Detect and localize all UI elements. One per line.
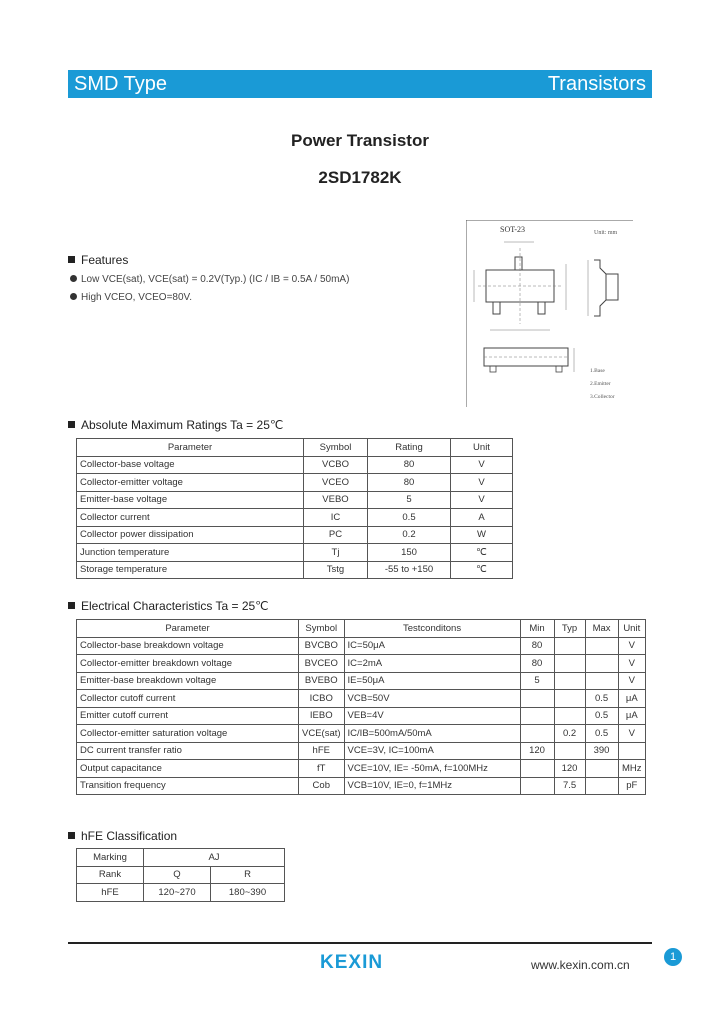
table-row bbox=[77, 544, 513, 562]
cell: V bbox=[618, 637, 645, 655]
hfe-heading: hFE Classification bbox=[68, 829, 177, 843]
bullet-dot-icon bbox=[70, 275, 77, 282]
cell: IEBO bbox=[299, 707, 345, 725]
table-row bbox=[77, 849, 285, 867]
cell: V bbox=[451, 456, 513, 474]
cell bbox=[554, 655, 585, 673]
column-header: Min bbox=[520, 620, 554, 638]
pin-label-3: 3.Collector bbox=[590, 394, 615, 400]
cell: 0.5 bbox=[585, 725, 618, 743]
table-row bbox=[77, 456, 513, 474]
cell: VCE=10V, IE= -50mA, f=100MHz bbox=[344, 760, 520, 778]
column-header: Symbol bbox=[299, 620, 345, 638]
cell bbox=[520, 777, 554, 795]
cell bbox=[585, 655, 618, 673]
column-header: Unit bbox=[451, 439, 513, 457]
table-row bbox=[77, 760, 646, 778]
cell: Collector power dissipation bbox=[77, 526, 304, 544]
cell: Junction temperature bbox=[77, 544, 304, 562]
table-row bbox=[77, 672, 646, 690]
cell: 390 bbox=[585, 742, 618, 760]
cell: Collector cutoff current bbox=[77, 690, 299, 708]
cell: R bbox=[211, 866, 285, 884]
cell bbox=[554, 637, 585, 655]
table-header-row bbox=[77, 439, 513, 457]
cell bbox=[585, 777, 618, 795]
header-category: SMD Type bbox=[74, 73, 167, 95]
cell: Storage temperature bbox=[77, 561, 304, 579]
cell: ℃ bbox=[451, 544, 513, 562]
cell: VCE(sat) bbox=[299, 725, 345, 743]
table-row bbox=[77, 561, 513, 579]
header-type: Transistors bbox=[547, 73, 646, 95]
bullet-square-icon bbox=[68, 421, 75, 428]
cell: 120~270 bbox=[144, 884, 211, 902]
bullet-dot-icon bbox=[70, 293, 77, 300]
cell: Tstg bbox=[304, 561, 368, 579]
cell: 180~390 bbox=[211, 884, 285, 902]
cell: hFE bbox=[299, 742, 345, 760]
table-row bbox=[77, 707, 646, 725]
cell bbox=[554, 742, 585, 760]
table-row bbox=[77, 690, 646, 708]
cell: IC=2mA bbox=[344, 655, 520, 673]
cell bbox=[520, 760, 554, 778]
cell: V bbox=[618, 725, 645, 743]
cell: VCE=3V, IC=100mA bbox=[344, 742, 520, 760]
cell: V bbox=[451, 474, 513, 492]
cell: VCBO bbox=[304, 456, 368, 474]
cell: V bbox=[618, 655, 645, 673]
footer-divider bbox=[68, 942, 652, 944]
part-number: 2SD1782K bbox=[318, 168, 402, 187]
document-title: Power Transistor bbox=[291, 131, 429, 150]
package-unit: Unit: mm bbox=[594, 230, 618, 236]
cell: 7.5 bbox=[554, 777, 585, 795]
column-header: Max bbox=[585, 620, 618, 638]
table-row bbox=[77, 655, 646, 673]
cell: ICBO bbox=[299, 690, 345, 708]
cell: Emitter-base breakdown voltage bbox=[77, 672, 299, 690]
cell: Rank bbox=[77, 866, 144, 884]
column-header: Parameter bbox=[77, 439, 304, 457]
table-row bbox=[77, 526, 513, 544]
package-name: SOT-23 bbox=[500, 225, 526, 234]
cell: Collector current bbox=[77, 509, 304, 527]
feature-item: High VCEO, VCEO=80V. bbox=[70, 292, 192, 303]
cell: 120 bbox=[554, 760, 585, 778]
cell: hFE bbox=[77, 884, 144, 902]
cell: V bbox=[451, 491, 513, 509]
table-header-row bbox=[77, 620, 646, 638]
table-row bbox=[77, 474, 513, 492]
cell: μA bbox=[618, 707, 645, 725]
cell: 150 bbox=[368, 544, 451, 562]
cell: Collector-emitter breakdown voltage bbox=[77, 655, 299, 673]
cell bbox=[554, 707, 585, 725]
table-row bbox=[77, 777, 646, 795]
cell: 5 bbox=[520, 672, 554, 690]
cell: 0.5 bbox=[585, 690, 618, 708]
cell: 80 bbox=[368, 456, 451, 474]
page-number: 1 bbox=[664, 948, 682, 966]
cell: BVEBO bbox=[299, 672, 345, 690]
bullet-square-icon bbox=[68, 256, 75, 263]
cell bbox=[585, 672, 618, 690]
table-row bbox=[77, 491, 513, 509]
cell: Tj bbox=[304, 544, 368, 562]
cell: Collector-base breakdown voltage bbox=[77, 637, 299, 655]
cell: fT bbox=[299, 760, 345, 778]
cell: -55 to +150 bbox=[368, 561, 451, 579]
cell: 80 bbox=[520, 637, 554, 655]
cell: pF bbox=[618, 777, 645, 795]
cell: BVCBO bbox=[299, 637, 345, 655]
cell: 0.2 bbox=[554, 725, 585, 743]
abs-max-table bbox=[76, 438, 513, 579]
cell: AJ bbox=[144, 849, 285, 867]
table-row bbox=[77, 866, 285, 884]
cell: IE=50μA bbox=[344, 672, 520, 690]
cell: Transition frequency bbox=[77, 777, 299, 795]
cell: 5 bbox=[368, 491, 451, 509]
package-side-view bbox=[594, 260, 606, 316]
cell: ℃ bbox=[451, 561, 513, 579]
pin-label-1: 1.Base bbox=[590, 368, 605, 374]
cell: μA bbox=[618, 690, 645, 708]
cell: 120 bbox=[520, 742, 554, 760]
bullet-square-icon bbox=[68, 602, 75, 609]
pin-1 bbox=[493, 302, 500, 314]
column-header: Rating bbox=[368, 439, 451, 457]
package-outline-diagram bbox=[466, 220, 633, 407]
column-header: Parameter bbox=[77, 620, 299, 638]
cell bbox=[585, 760, 618, 778]
cell: Output capacitance bbox=[77, 760, 299, 778]
pin-2 bbox=[538, 302, 545, 314]
cell: Collector-base voltage bbox=[77, 456, 304, 474]
table-row bbox=[77, 637, 646, 655]
feature-item: Low VCE(sat), VCE(sat) = 0.2V(Typ.) (IC / IB = 0.5A / 50mA) bbox=[70, 274, 349, 285]
cell: Marking bbox=[77, 849, 144, 867]
cell: Collector-emitter voltage bbox=[77, 474, 304, 492]
cell: 0.5 bbox=[585, 707, 618, 725]
kexin-logo: KEXIN bbox=[320, 952, 384, 973]
cell: Collector-emitter saturation voltage bbox=[77, 725, 299, 743]
elec-heading: Electrical Characteristics Ta = 25℃ bbox=[68, 599, 269, 613]
cell: 0.2 bbox=[368, 526, 451, 544]
cell: V bbox=[618, 672, 645, 690]
cell: Q bbox=[144, 866, 211, 884]
header-banner bbox=[68, 70, 652, 98]
hfe-table bbox=[76, 848, 285, 902]
cell: VEB=4V bbox=[344, 707, 520, 725]
column-header: Typ bbox=[554, 620, 585, 638]
cell bbox=[520, 690, 554, 708]
cell: Cob bbox=[299, 777, 345, 795]
cell: A bbox=[451, 509, 513, 527]
table-row bbox=[77, 884, 285, 902]
cell: VEBO bbox=[304, 491, 368, 509]
cell: Emitter cutoff current bbox=[77, 707, 299, 725]
cell: VCEO bbox=[304, 474, 368, 492]
cell bbox=[585, 637, 618, 655]
cell: 0.5 bbox=[368, 509, 451, 527]
cell: W bbox=[451, 526, 513, 544]
features-heading: Features bbox=[68, 253, 128, 267]
cell: 80 bbox=[520, 655, 554, 673]
website-link[interactable]: www.kexin.com.cn bbox=[531, 958, 630, 972]
cell: MHz bbox=[618, 760, 645, 778]
cell: IC=50μA bbox=[344, 637, 520, 655]
elec-table bbox=[76, 619, 646, 795]
pin-label-2: 2.Emitter bbox=[590, 381, 611, 387]
cell: Emitter-base voltage bbox=[77, 491, 304, 509]
cell: IC bbox=[304, 509, 368, 527]
cell: PC bbox=[304, 526, 368, 544]
cell bbox=[618, 742, 645, 760]
cell: VCB=10V, IE=0, f=1MHz bbox=[344, 777, 520, 795]
cell: 80 bbox=[368, 474, 451, 492]
cell bbox=[554, 672, 585, 690]
cell: VCB=50V bbox=[344, 690, 520, 708]
cell bbox=[520, 707, 554, 725]
cell: IC/IB=500mA/50mA bbox=[344, 725, 520, 743]
bullet-square-icon bbox=[68, 832, 75, 839]
table-row bbox=[77, 725, 646, 743]
cell: BVCEO bbox=[299, 655, 345, 673]
table-row bbox=[77, 509, 513, 527]
cell: DC current transfer ratio bbox=[77, 742, 299, 760]
cell bbox=[520, 725, 554, 743]
abs-max-heading: Absolute Maximum Ratings Ta = 25℃ bbox=[68, 418, 283, 432]
cell bbox=[554, 690, 585, 708]
column-header: Symbol bbox=[304, 439, 368, 457]
column-header: Testconditons bbox=[344, 620, 520, 638]
pin-3 bbox=[515, 257, 522, 270]
table-row bbox=[77, 742, 646, 760]
column-header: Unit bbox=[618, 620, 645, 638]
